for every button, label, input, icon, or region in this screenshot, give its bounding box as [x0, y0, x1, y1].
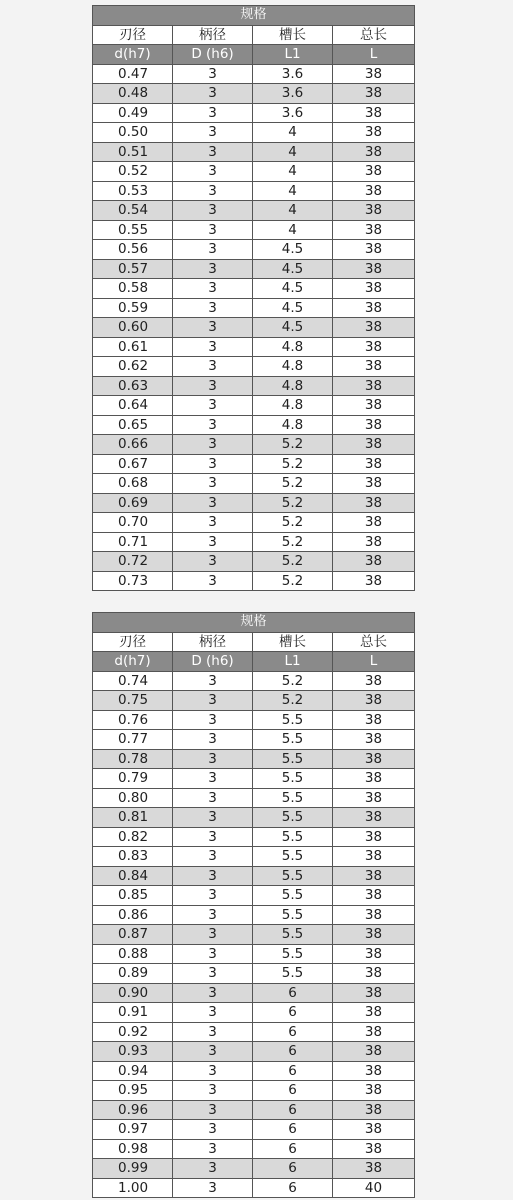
cell-overall-length: 38	[333, 513, 415, 533]
cell-flute-length: 5.5	[253, 827, 333, 847]
cell-overall-length: 38	[333, 435, 415, 455]
table-title: 规格	[93, 613, 415, 633]
cell-blade-diameter: 0.98	[93, 1139, 173, 1159]
cell-flute-length: 5.2	[253, 454, 333, 474]
cell-flute-length: 3.6	[253, 84, 333, 104]
cell-overall-length: 38	[333, 749, 415, 769]
table-row	[93, 357, 415, 377]
cell-overall-length: 38	[333, 710, 415, 730]
table-row	[93, 396, 415, 416]
cell-flute-length: 5.2	[253, 552, 333, 572]
cell-shank-diameter: 3	[173, 925, 253, 945]
cell-flute-length: 4.8	[253, 376, 333, 396]
cell-blade-diameter: 0.66	[93, 435, 173, 455]
cell-shank-diameter: 3	[173, 749, 253, 769]
cell-blade-diameter: 0.52	[93, 162, 173, 182]
cell-blade-diameter: 0.61	[93, 337, 173, 357]
table-row	[93, 454, 415, 474]
cell-flute-length: 5.2	[253, 493, 333, 513]
cell-shank-diameter: 3	[173, 84, 253, 104]
table-row	[93, 964, 415, 984]
cell-shank-diameter: 3	[173, 357, 253, 377]
cell-blade-diameter: 0.89	[93, 964, 173, 984]
table-row	[93, 983, 415, 1003]
cell-overall-length: 38	[333, 357, 415, 377]
table-row	[93, 201, 415, 221]
table-row	[93, 866, 415, 886]
cell-shank-diameter: 3	[173, 103, 253, 123]
cell-shank-diameter: 3	[173, 1081, 253, 1101]
column-header-overall-length: 总长	[333, 632, 415, 652]
cell-flute-length: 4	[253, 201, 333, 221]
cell-shank-diameter: 3	[173, 123, 253, 143]
cell-overall-length: 38	[333, 730, 415, 750]
cell-overall-length: 38	[333, 123, 415, 143]
cell-overall-length: 38	[333, 279, 415, 299]
cell-blade-diameter: 0.90	[93, 983, 173, 1003]
cell-flute-length: 4.5	[253, 259, 333, 279]
table-row	[93, 259, 415, 279]
cell-flute-length: 4	[253, 123, 333, 143]
spec-table-2	[92, 612, 415, 1198]
cell-overall-length: 38	[333, 1022, 415, 1042]
cell-overall-length: 38	[333, 1100, 415, 1120]
table-row	[93, 1003, 415, 1023]
cell-overall-length: 38	[333, 827, 415, 847]
cell-blade-diameter: 0.65	[93, 415, 173, 435]
cell-flute-length: 5.5	[253, 749, 333, 769]
cell-overall-length: 38	[333, 181, 415, 201]
cell-overall-length: 38	[333, 64, 415, 84]
cell-blade-diameter: 0.48	[93, 84, 173, 104]
cell-blade-diameter: 0.85	[93, 886, 173, 906]
unit-header-d: d(h7)	[93, 45, 173, 65]
cell-shank-diameter: 3	[173, 298, 253, 318]
table-row	[93, 220, 415, 240]
cell-blade-diameter: 0.86	[93, 905, 173, 925]
cell-shank-diameter: 3	[173, 181, 253, 201]
cell-blade-diameter: 0.75	[93, 691, 173, 711]
cell-shank-diameter: 3	[173, 142, 253, 162]
cell-blade-diameter: 0.96	[93, 1100, 173, 1120]
cell-shank-diameter: 3	[173, 1159, 253, 1179]
column-header-overall-length: 总长	[333, 25, 415, 45]
cell-blade-diameter: 0.70	[93, 513, 173, 533]
cell-flute-length: 5.5	[253, 808, 333, 828]
cell-shank-diameter: 3	[173, 847, 253, 867]
unit-header-L: L	[333, 652, 415, 672]
cell-overall-length: 38	[333, 84, 415, 104]
cell-overall-length: 40	[333, 1178, 415, 1198]
cell-flute-length: 6	[253, 1081, 333, 1101]
cell-shank-diameter: 3	[173, 435, 253, 455]
table-row	[93, 513, 415, 533]
cell-shank-diameter: 3	[173, 808, 253, 828]
cell-flute-length: 6	[253, 1139, 333, 1159]
cell-flute-length: 4.5	[253, 279, 333, 299]
cell-flute-length: 6	[253, 1003, 333, 1023]
table-row	[93, 788, 415, 808]
cell-shank-diameter: 3	[173, 886, 253, 906]
cell-overall-length: 38	[333, 1159, 415, 1179]
cell-shank-diameter: 3	[173, 220, 253, 240]
column-header-flute-length: 槽长	[253, 25, 333, 45]
cell-flute-length: 4.5	[253, 240, 333, 260]
cell-flute-length: 5.2	[253, 435, 333, 455]
cell-flute-length: 6	[253, 1120, 333, 1140]
table-row	[93, 240, 415, 260]
column-header-shank-diameter: 柄径	[173, 632, 253, 652]
cell-overall-length: 38	[333, 691, 415, 711]
cell-blade-diameter: 0.50	[93, 123, 173, 143]
cell-shank-diameter: 3	[173, 240, 253, 260]
cell-shank-diameter: 3	[173, 415, 253, 435]
cell-overall-length: 38	[333, 552, 415, 572]
cell-overall-length: 38	[333, 905, 415, 925]
cell-blade-diameter: 1.00	[93, 1178, 173, 1198]
cell-flute-length: 4	[253, 142, 333, 162]
cell-overall-length: 38	[333, 454, 415, 474]
table-row	[93, 808, 415, 828]
cell-blade-diameter: 0.57	[93, 259, 173, 279]
unit-header-D: D (h6)	[173, 652, 253, 672]
cell-shank-diameter: 3	[173, 396, 253, 416]
cell-blade-diameter: 0.79	[93, 769, 173, 789]
table-title: 规格	[93, 6, 415, 26]
column-header-blade-diameter: 刃径	[93, 25, 173, 45]
cell-blade-diameter: 0.84	[93, 866, 173, 886]
table-row	[93, 103, 415, 123]
table-row	[93, 1120, 415, 1140]
table-row	[93, 691, 415, 711]
cell-shank-diameter: 3	[173, 730, 253, 750]
cell-blade-diameter: 0.77	[93, 730, 173, 750]
table-row	[93, 474, 415, 494]
cell-overall-length: 38	[333, 376, 415, 396]
cell-overall-length: 38	[333, 259, 415, 279]
cell-shank-diameter: 3	[173, 162, 253, 182]
table-row	[93, 337, 415, 357]
cell-blade-diameter: 0.93	[93, 1042, 173, 1062]
cell-flute-length: 5.5	[253, 886, 333, 906]
cell-shank-diameter: 3	[173, 866, 253, 886]
cell-overall-length: 38	[333, 983, 415, 1003]
cell-flute-length: 4	[253, 162, 333, 182]
cell-blade-diameter: 0.91	[93, 1003, 173, 1023]
table-title-row	[93, 613, 415, 633]
cell-shank-diameter: 3	[173, 493, 253, 513]
cell-flute-length: 5.5	[253, 944, 333, 964]
cell-overall-length: 38	[333, 925, 415, 945]
table-row	[93, 435, 415, 455]
cell-blade-diameter: 0.80	[93, 788, 173, 808]
cell-blade-diameter: 0.71	[93, 532, 173, 552]
cell-shank-diameter: 3	[173, 1139, 253, 1159]
cell-blade-diameter: 0.87	[93, 925, 173, 945]
cell-blade-diameter: 0.95	[93, 1081, 173, 1101]
cell-flute-length: 5.5	[253, 964, 333, 984]
cell-flute-length: 6	[253, 1178, 333, 1198]
cell-flute-length: 4.8	[253, 357, 333, 377]
cell-blade-diameter: 0.83	[93, 847, 173, 867]
unit-header-row	[93, 45, 415, 65]
cell-blade-diameter: 0.81	[93, 808, 173, 828]
cell-overall-length: 38	[333, 142, 415, 162]
cell-shank-diameter: 3	[173, 474, 253, 494]
table-row	[93, 671, 415, 691]
cell-flute-length: 5.5	[253, 730, 333, 750]
cell-overall-length: 38	[333, 964, 415, 984]
cell-shank-diameter: 3	[173, 552, 253, 572]
table-row	[93, 64, 415, 84]
cell-overall-length: 38	[333, 1081, 415, 1101]
cell-shank-diameter: 3	[173, 1022, 253, 1042]
table-row	[93, 532, 415, 552]
cell-shank-diameter: 3	[173, 944, 253, 964]
cell-shank-diameter: 3	[173, 710, 253, 730]
table-row	[93, 730, 415, 750]
cell-blade-diameter: 0.51	[93, 142, 173, 162]
cell-overall-length: 38	[333, 1120, 415, 1140]
unit-header-D: D (h6)	[173, 45, 253, 65]
table-row	[93, 1022, 415, 1042]
cell-blade-diameter: 0.59	[93, 298, 173, 318]
cell-blade-diameter: 0.53	[93, 181, 173, 201]
cell-overall-length: 38	[333, 240, 415, 260]
cell-shank-diameter: 3	[173, 769, 253, 789]
cell-overall-length: 38	[333, 886, 415, 906]
cell-flute-length: 6	[253, 1022, 333, 1042]
table-row	[93, 376, 415, 396]
table-row	[93, 552, 415, 572]
cell-overall-length: 38	[333, 1003, 415, 1023]
table-row	[93, 493, 415, 513]
cell-flute-length: 3.6	[253, 103, 333, 123]
table-row	[93, 827, 415, 847]
cell-blade-diameter: 0.67	[93, 454, 173, 474]
cell-flute-length: 5.5	[253, 925, 333, 945]
cell-flute-length: 5.2	[253, 571, 333, 591]
cell-overall-length: 38	[333, 162, 415, 182]
cell-overall-length: 38	[333, 396, 415, 416]
table-row	[93, 925, 415, 945]
cell-overall-length: 38	[333, 1042, 415, 1062]
cell-shank-diameter: 3	[173, 1042, 253, 1062]
cell-overall-length: 38	[333, 318, 415, 338]
column-header-blade-diameter: 刃径	[93, 632, 173, 652]
cell-blade-diameter: 0.74	[93, 671, 173, 691]
cell-overall-length: 38	[333, 671, 415, 691]
table-row	[93, 769, 415, 789]
cell-flute-length: 3.6	[253, 64, 333, 84]
column-header-shank-diameter: 柄径	[173, 25, 253, 45]
table-row	[93, 415, 415, 435]
cell-blade-diameter: 0.94	[93, 1061, 173, 1081]
cell-flute-length: 6	[253, 1159, 333, 1179]
cell-flute-length: 5.5	[253, 788, 333, 808]
unit-header-L1: L1	[253, 652, 333, 672]
cell-flute-length: 4.5	[253, 298, 333, 318]
cell-flute-length: 4	[253, 181, 333, 201]
cell-shank-diameter: 3	[173, 1061, 253, 1081]
cell-blade-diameter: 0.55	[93, 220, 173, 240]
table-row	[93, 1100, 415, 1120]
cell-blade-diameter: 0.60	[93, 318, 173, 338]
table-row	[93, 905, 415, 925]
cell-blade-diameter: 0.92	[93, 1022, 173, 1042]
cell-blade-diameter: 0.58	[93, 279, 173, 299]
cell-flute-length: 4	[253, 220, 333, 240]
cell-shank-diameter: 3	[173, 318, 253, 338]
cell-shank-diameter: 3	[173, 337, 253, 357]
cell-flute-length: 6	[253, 1061, 333, 1081]
table-row	[93, 1061, 415, 1081]
cell-flute-length: 5.5	[253, 710, 333, 730]
cell-flute-length: 5.5	[253, 866, 333, 886]
cell-flute-length: 4.8	[253, 337, 333, 357]
cell-blade-diameter: 0.56	[93, 240, 173, 260]
table-row	[93, 886, 415, 906]
cell-flute-length: 5.5	[253, 905, 333, 925]
cell-flute-length: 5.2	[253, 691, 333, 711]
table-row	[93, 298, 415, 318]
cell-blade-diameter: 0.88	[93, 944, 173, 964]
cell-shank-diameter: 3	[173, 259, 253, 279]
cell-overall-length: 38	[333, 944, 415, 964]
unit-header-L1: L1	[253, 45, 333, 65]
cell-flute-length: 5.2	[253, 474, 333, 494]
cell-shank-diameter: 3	[173, 279, 253, 299]
cell-shank-diameter: 3	[173, 513, 253, 533]
cell-blade-diameter: 0.62	[93, 357, 173, 377]
cell-overall-length: 38	[333, 493, 415, 513]
table-row	[93, 84, 415, 104]
cell-overall-length: 38	[333, 415, 415, 435]
cell-shank-diameter: 3	[173, 983, 253, 1003]
unit-header-L: L	[333, 45, 415, 65]
cell-flute-length: 4.8	[253, 415, 333, 435]
cell-shank-diameter: 3	[173, 827, 253, 847]
cell-overall-length: 38	[333, 532, 415, 552]
cell-blade-diameter: 0.63	[93, 376, 173, 396]
cell-flute-length: 6	[253, 983, 333, 1003]
table-row	[93, 123, 415, 143]
table-row	[93, 279, 415, 299]
table-row	[93, 749, 415, 769]
cell-flute-length: 4.8	[253, 396, 333, 416]
table-row	[93, 847, 415, 867]
cell-overall-length: 38	[333, 201, 415, 221]
cell-flute-length: 5.5	[253, 769, 333, 789]
cell-flute-length: 5.2	[253, 671, 333, 691]
cell-overall-length: 38	[333, 337, 415, 357]
table-body	[93, 671, 415, 1198]
cell-blade-diameter: 0.76	[93, 710, 173, 730]
cell-shank-diameter: 3	[173, 964, 253, 984]
cell-overall-length: 38	[333, 808, 415, 828]
table-row	[93, 181, 415, 201]
cell-blade-diameter: 0.82	[93, 827, 173, 847]
unit-header-row	[93, 652, 415, 672]
table-row	[93, 1081, 415, 1101]
cell-overall-length: 38	[333, 298, 415, 318]
table-title-row	[93, 6, 415, 26]
cell-shank-diameter: 3	[173, 671, 253, 691]
table-row	[93, 571, 415, 591]
cell-blade-diameter: 0.49	[93, 103, 173, 123]
cell-blade-diameter: 0.99	[93, 1159, 173, 1179]
cell-overall-length: 38	[333, 847, 415, 867]
cell-overall-length: 38	[333, 788, 415, 808]
cell-blade-diameter: 0.73	[93, 571, 173, 591]
cell-overall-length: 38	[333, 571, 415, 591]
table-row	[93, 1139, 415, 1159]
cell-shank-diameter: 3	[173, 1100, 253, 1120]
cell-blade-diameter: 0.47	[93, 64, 173, 84]
cell-overall-length: 38	[333, 866, 415, 886]
cell-flute-length: 4.5	[253, 318, 333, 338]
spec-table-1	[92, 5, 415, 591]
unit-header-d: d(h7)	[93, 652, 173, 672]
table-row	[93, 944, 415, 964]
cell-overall-length: 38	[333, 103, 415, 123]
cell-shank-diameter: 3	[173, 571, 253, 591]
cell-overall-length: 38	[333, 474, 415, 494]
cell-overall-length: 38	[333, 1061, 415, 1081]
column-header-row	[93, 25, 415, 45]
cell-blade-diameter: 0.72	[93, 552, 173, 572]
table-row	[93, 710, 415, 730]
cell-shank-diameter: 3	[173, 905, 253, 925]
cell-blade-diameter: 0.97	[93, 1120, 173, 1140]
cell-flute-length: 5.2	[253, 513, 333, 533]
cell-blade-diameter: 0.64	[93, 396, 173, 416]
table-row	[93, 162, 415, 182]
cell-flute-length: 6	[253, 1042, 333, 1062]
cell-shank-diameter: 3	[173, 1120, 253, 1140]
cell-flute-length: 5.5	[253, 847, 333, 867]
column-header-row	[93, 632, 415, 652]
cell-overall-length: 38	[333, 1139, 415, 1159]
cell-shank-diameter: 3	[173, 64, 253, 84]
cell-shank-diameter: 3	[173, 376, 253, 396]
table-row	[93, 1178, 415, 1198]
cell-flute-length: 6	[253, 1100, 333, 1120]
cell-blade-diameter: 0.69	[93, 493, 173, 513]
cell-shank-diameter: 3	[173, 201, 253, 221]
table-row	[93, 142, 415, 162]
cell-blade-diameter: 0.78	[93, 749, 173, 769]
cell-shank-diameter: 3	[173, 1003, 253, 1023]
cell-shank-diameter: 3	[173, 532, 253, 552]
table-row	[93, 1042, 415, 1062]
table-row	[93, 1159, 415, 1179]
cell-shank-diameter: 3	[173, 691, 253, 711]
table-row	[93, 318, 415, 338]
cell-shank-diameter: 3	[173, 454, 253, 474]
cell-blade-diameter: 0.54	[93, 201, 173, 221]
cell-shank-diameter: 3	[173, 788, 253, 808]
cell-overall-length: 38	[333, 220, 415, 240]
cell-flute-length: 5.2	[253, 532, 333, 552]
column-header-flute-length: 槽长	[253, 632, 333, 652]
cell-shank-diameter: 3	[173, 1178, 253, 1198]
table-body	[93, 64, 415, 591]
cell-overall-length: 38	[333, 769, 415, 789]
cell-blade-diameter: 0.68	[93, 474, 173, 494]
